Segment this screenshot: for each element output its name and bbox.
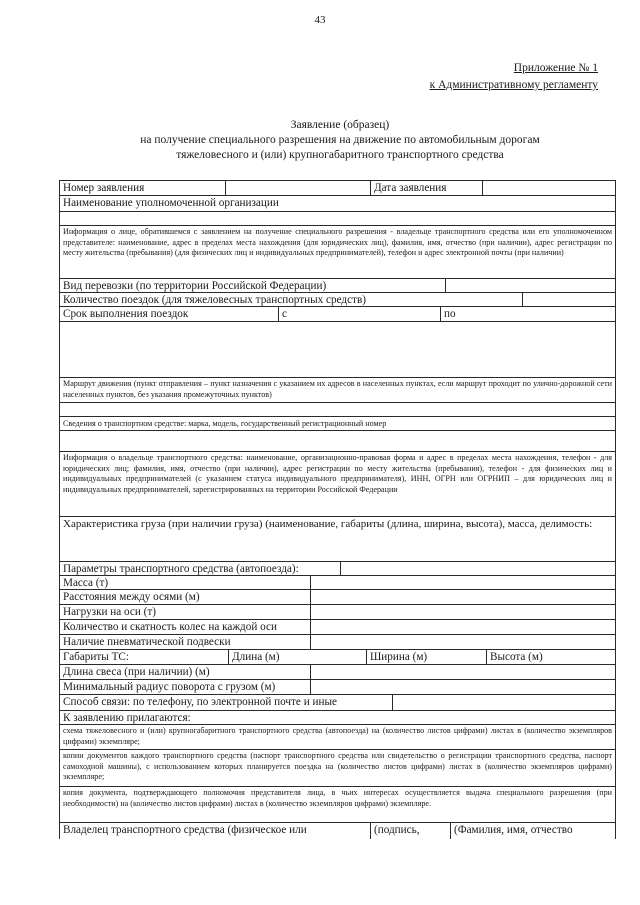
authorized-org-label: Наименование уполномоченной организации: [63, 197, 279, 209]
overhang-field[interactable]: [310, 665, 615, 679]
row-dimensions: [60, 650, 615, 665]
mass-label: Масса (т): [63, 577, 109, 589]
trips-count-label: Количество поездок (для тяжеловесных транспортных средств): [63, 294, 366, 306]
attachment-3: копия документа, подтверждающего полномочия представителя лица, в чьих интересах осуществляется выдача специального разрешения (при необходимости) на (количество листов цифрами) листах в (количество экземпляров цифрами) экземпляре.: [60, 787, 615, 823]
trip-period-label: Срок выполнения поездок: [63, 308, 189, 320]
appendix-caption: [430, 60, 598, 94]
trips-count-field[interactable]: [522, 293, 615, 306]
period-from-label[interactable]: с: [278, 307, 440, 321]
form-heading: [60, 118, 620, 163]
appendix-subtitle: к Административному регламенту: [429, 79, 598, 91]
suspension-label: Наличие пневматической подвески: [63, 636, 231, 648]
application-form-table: [59, 180, 616, 839]
axle-load-field[interactable]: [310, 605, 615, 619]
route-info: Маршрут движения (пункт отправления – пункт назначения с указанием их адресов в населенных пунктах, если маршрут проходит по улично-дорожной сети населенных пунктов, без указания промежуточных пунктов): [60, 378, 615, 403]
full-name-label[interactable]: (Фамилия, имя, отчество: [450, 823, 615, 839]
row-axle-load: [60, 605, 615, 620]
row-trip-period: [60, 307, 615, 322]
page-number: 43: [314, 14, 326, 26]
suspension-field[interactable]: [310, 635, 615, 649]
vehicle-value[interactable]: [60, 431, 615, 452]
period-to-label[interactable]: по: [440, 307, 615, 321]
row-vehicle-params: [60, 562, 615, 576]
row-transport-type: [60, 279, 615, 293]
vehicle-info: Сведения о транспортном средстве: марка, модель, государственный регистрационный номер: [60, 417, 615, 431]
attachment-2: копии документов каждого транспортного средства (паспорт транспортного средства или свидетельство о регистрации транспортного средства, паспорт самоходной машины), с использованием которых планируется поездка на (количество листов цифрами) листах в (количество экземпляров цифрами) экземпляре;: [60, 750, 615, 787]
row-wheels: [60, 620, 615, 635]
transport-type-field[interactable]: [445, 279, 615, 292]
application-date-label: Дата заявления: [370, 181, 482, 195]
width-label[interactable]: Ширина (м): [366, 650, 486, 664]
heading-line-1: Заявление (образец): [290, 119, 390, 131]
height-label[interactable]: Высота (м): [486, 650, 615, 664]
wheels-label: Количество и скатность колес на каждой оси: [63, 621, 277, 633]
mass-field[interactable]: [310, 576, 615, 589]
wheels-field[interactable]: [310, 620, 615, 634]
blank-area[interactable]: [60, 322, 615, 378]
heading-line-2: на получение специального разрешения на движение по автомобильным дорогам: [140, 134, 540, 146]
row-authorized-org-value[interactable]: [60, 212, 615, 226]
vehicle-params-field[interactable]: [340, 562, 615, 575]
contact-field[interactable]: [392, 695, 615, 710]
attachments-title: [60, 711, 615, 725]
turn-radius-label: Минимальный радиус поворота с грузом (м): [63, 681, 276, 693]
row-mass: [60, 576, 615, 590]
row-axle-distance: [60, 590, 615, 605]
attachments-title-label: К заявлению прилагаются:: [63, 712, 191, 724]
appendix-title: Приложение № 1: [513, 62, 598, 74]
row-owner-signature: [60, 823, 615, 839]
transport-type-label: Вид перевозки (по территории Российской Федерации): [63, 280, 327, 292]
attachment-1: схема тяжеловесного и (или) крупногабаритного транспортного средства (автопоезда) на (количество листов цифрами) листах в (количество экземпляров цифрами) экземпляре;: [60, 725, 615, 750]
route-value[interactable]: [60, 403, 615, 417]
axle-distance-label: Расстояния между осями (м): [63, 591, 200, 603]
length-label[interactable]: Длина (м): [228, 650, 366, 664]
application-number-field[interactable]: [225, 181, 370, 195]
turn-radius-field[interactable]: [310, 680, 615, 694]
row-trips-count: [60, 293, 615, 307]
row-suspension: [60, 635, 615, 650]
row-application-number: [60, 181, 615, 196]
axle-distance-field[interactable]: [310, 590, 615, 604]
heading-line-3: тяжеловесного и (или) крупногабаритного транспортного средства: [176, 149, 504, 161]
owner-sign-label: Владелец транспортного средства (физическое или: [63, 824, 307, 836]
axle-load-label: Нагрузки на оси (т): [63, 606, 157, 618]
row-overhang: [60, 665, 615, 680]
vehicle-params-label: Параметры транспортного средства (автопоезда):: [63, 563, 299, 575]
cargo-label: Характеристика груза (при наличии груза) (наименование, габариты (длина, ширина, высота), масса, делимость:: [63, 518, 593, 530]
signature-label[interactable]: (подпись,: [370, 823, 450, 839]
cargo-info: [60, 517, 615, 562]
applicant-info: Информация о лице, обратившемся с заявлением на получение специального разрешения - владельце транспортного средства или его уполномоченном представителе: наименование, адрес в пределах места нахождения (для юридических лиц), фамилия, имя, отчество (при наличии), адрес регистрации по месту жительства (пребывания) (для физических лиц и индивидуальных предпринимателей), телефон и адрес электронной почты (при наличии): [60, 226, 615, 279]
contact-label: Способ связи: по телефону, по электронной почте и иные: [63, 696, 337, 708]
application-date-field[interactable]: [482, 181, 615, 195]
row-authorized-org: [60, 196, 615, 212]
row-contact: [60, 695, 615, 711]
dimensions-label: Габариты ТС:: [63, 651, 129, 663]
row-turn-radius: [60, 680, 615, 695]
overhang-label: Длина свеса (при наличии) (м): [63, 666, 210, 678]
application-number-label: Номер заявления: [63, 182, 145, 194]
owner-info: Информация о владельце транспортного средства: наименование, организационно-правовая форма и адрес в пределах места нахождения, телефон - для юридических лиц; фамилия, имя, отчество (при наличии), адрес регистрации по месту жительства (пребывания), телефон - для физических лиц и индивидуальных предпринимателей (с указанием статуса индивидуального предпринимателя), ИНН, ОГРН или ОГРНИП – для юридических лиц и индивидуальных предпринимателей, зарегистрированных на территории Российской Федерации: [60, 452, 615, 517]
